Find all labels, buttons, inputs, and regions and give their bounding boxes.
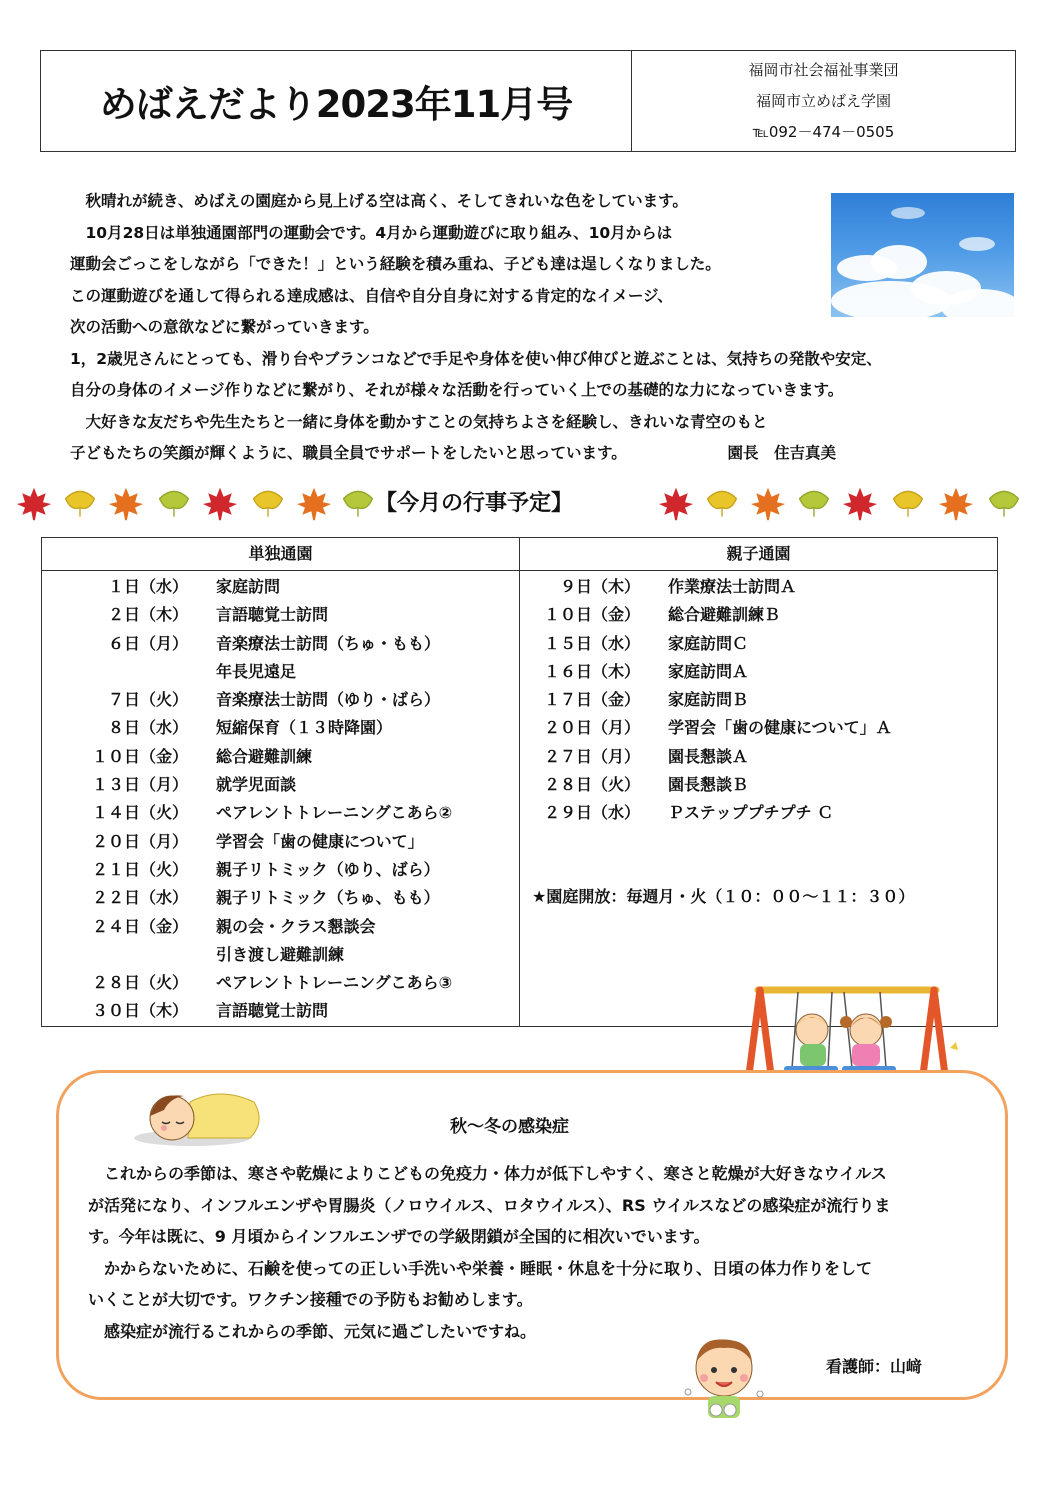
event-row bbox=[42, 884, 519, 912]
blue-sky-photo bbox=[831, 193, 1014, 317]
event-description: 言語聴覚士訪問 bbox=[216, 1001, 329, 1021]
event-description: 年長児遠足 bbox=[216, 661, 297, 681]
event-description: 総合避難訓練 bbox=[216, 746, 313, 766]
event-description: 家庭訪問 bbox=[216, 577, 281, 596]
event-date: ２７日（月） bbox=[543, 746, 640, 766]
event-row bbox=[42, 743, 519, 771]
message-line: 1，2歳児さんにとっても、滑り台やブランコなどで手足や身体を使い伸び伸びと遊ぶことは、気持ちの発散や安定、 bbox=[70, 349, 882, 368]
event-description: 引き渡し避難訓練 bbox=[216, 944, 345, 964]
event-description: ペアレントトレーニングこあら② bbox=[216, 803, 453, 823]
ginkgo-leaf-icon bbox=[986, 486, 1022, 522]
infection-line: が活発になり、インフルエンザや胃腸炎（ノロウイルス、ロタウイルス）、RS ウイルスなどの感染症が流行りま bbox=[88, 1195, 891, 1215]
ginkgo-leaf-icon bbox=[704, 486, 740, 522]
infection-line: これからの季節は、寒さや乾燥によりこどもの免疫力・体力が低下しやすく、寒さと乾燥が大好きなウイルス bbox=[88, 1164, 887, 1183]
event-description: 音楽療法士訪問（ちゅ・もも） bbox=[216, 633, 441, 653]
event-description: 短縮保育（１３時降園） bbox=[216, 718, 393, 738]
event-date: ２０日（月） bbox=[91, 831, 188, 851]
column-header: 親子通園 bbox=[520, 538, 997, 571]
event-description: Ｐステッププチプチ Ｃ bbox=[668, 803, 834, 823]
maple-leaf-icon bbox=[16, 486, 52, 522]
maple-leaf-icon bbox=[296, 486, 332, 522]
event-date: ９日（木） bbox=[559, 577, 640, 596]
event-description: 家庭訪問Ａ bbox=[668, 661, 749, 681]
event-description: 学習会「歯の健康について」Ａ bbox=[668, 718, 892, 738]
ginkgo-leaf-icon bbox=[156, 486, 192, 522]
parent-child-column bbox=[520, 538, 997, 1026]
event-date: １０日（金） bbox=[543, 605, 640, 625]
event-row bbox=[42, 601, 519, 629]
event-row bbox=[520, 799, 997, 827]
events-title: 【今月の行事予定】 bbox=[375, 491, 574, 516]
event-row bbox=[42, 573, 519, 601]
event-date: ２４日（金） bbox=[91, 916, 188, 936]
event-description: 園長懇談Ｂ bbox=[668, 775, 749, 795]
event-row bbox=[42, 941, 519, 969]
event-description: 総合避難訓練Ｂ bbox=[668, 605, 781, 625]
event-date: １４日（火） bbox=[91, 803, 188, 823]
event-date: ２０日（月） bbox=[543, 718, 640, 738]
org-line: 福岡市社会福祉事業団 bbox=[748, 60, 899, 79]
event-date bbox=[42, 658, 188, 686]
event-row bbox=[42, 997, 519, 1025]
event-row bbox=[42, 799, 519, 827]
event-description: 作業療法士訪問Ａ bbox=[668, 577, 797, 596]
event-description: 学習会「歯の健康について」 bbox=[216, 831, 424, 851]
event-row bbox=[520, 658, 997, 686]
message-line: 自分の身体のイメージ作りなどに繋がり、それが様々な活動を行っていく上での基礎的な力になっていきます。 bbox=[70, 381, 844, 399]
event-date: ２８日（火） bbox=[543, 775, 640, 795]
event-row bbox=[42, 856, 519, 884]
message-line: 子どもたちの笑顔が輝くように、職員全員でサポートをしたいと思っています。 園長 住吉真美 bbox=[70, 444, 837, 462]
event-row bbox=[42, 828, 519, 856]
ginkgo-leaf-icon bbox=[62, 486, 98, 522]
event-date: １３日（月） bbox=[91, 775, 188, 795]
event-date: １日（水） bbox=[107, 577, 188, 596]
single-attendance-column bbox=[42, 538, 520, 1026]
event-description: 就学児面談 bbox=[216, 775, 297, 795]
message-line: 10月28日は単独通園部門の運動会です。4月から運動遊びに取り組み、10月からは bbox=[70, 223, 673, 242]
infection-line: かからないために、石鹸を使っての正しい手洗いや栄養・睡眠・休息を十分に取り、日頃の体力作りをして bbox=[88, 1258, 873, 1278]
event-description: 言語聴覚士訪問 bbox=[216, 605, 329, 625]
event-row bbox=[520, 771, 997, 799]
event-date: ７日（火） bbox=[107, 690, 188, 710]
event-date: １０日（金） bbox=[91, 746, 188, 766]
newsletter-header bbox=[40, 50, 1016, 152]
event-date: １６日（木） bbox=[543, 661, 640, 681]
event-date bbox=[42, 941, 188, 969]
washing-hands-child-illustration bbox=[680, 1332, 770, 1424]
event-description: 家庭訪問Ｂ bbox=[668, 690, 749, 710]
sleeping-baby-illustration bbox=[130, 1082, 270, 1148]
event-row bbox=[520, 601, 997, 629]
event-description: 親子リトミック（ゆり、ばら） bbox=[216, 859, 440, 879]
event-date: １７日（金） bbox=[543, 690, 640, 710]
event-description: 音楽療法士訪問（ゆり・ばら） bbox=[216, 690, 441, 710]
infection-line: いくことが大切です。ワクチン接種での予防もお勧めします。 bbox=[88, 1290, 533, 1309]
event-description: ペアレントトレーニングこあら③ bbox=[216, 973, 453, 993]
event-date: ２２日（水） bbox=[91, 888, 188, 908]
event-description: 親子リトミック（ちゅ、もも） bbox=[216, 888, 440, 908]
message-line: 大好きな友だちや先生たちと一緒に身体を動かすことの気持ちよさを経験し、きれいな青空のもと bbox=[70, 412, 768, 431]
garden-open-note: ★園庭開放：毎週月・火（１０：００～１１：３０） bbox=[532, 887, 915, 906]
organization-info bbox=[632, 51, 1015, 151]
message-line: この運動遊びを通して得られる達成感は、自信や自分自身に対する肯定的なイメージ、 bbox=[70, 286, 673, 305]
event-row bbox=[42, 913, 519, 941]
org-phone: ℡092－474－0505 bbox=[752, 122, 895, 141]
ginkgo-leaf-icon bbox=[340, 486, 376, 522]
infection-body bbox=[88, 1158, 890, 1347]
event-schedule-table bbox=[41, 537, 998, 1027]
maple-leaf-icon bbox=[938, 486, 974, 522]
event-description: 家庭訪問Ｃ bbox=[668, 633, 749, 653]
event-date: ２９日（水） bbox=[543, 803, 640, 823]
message-line: 次の活動への意欲などに繋がっていきます。 bbox=[70, 318, 379, 336]
message-line: 運動会ごっこをしながら「できた！」という経験を積み重ね、子ども達は逞しくなりました。 bbox=[70, 255, 721, 273]
principal-message bbox=[70, 186, 882, 470]
event-row bbox=[520, 686, 997, 714]
nurse-signature: 看護師：山﨑 bbox=[826, 1357, 923, 1376]
infection-title: 秋～冬の感染症 bbox=[450, 1117, 569, 1137]
infection-line: 感染症が流行るこれからの季節、元気に過ごしたいですね。 bbox=[88, 1321, 537, 1341]
ginkgo-leaf-icon bbox=[250, 486, 286, 522]
event-date: ６日（月） bbox=[107, 633, 188, 653]
event-row bbox=[42, 714, 519, 742]
ginkgo-leaf-icon bbox=[890, 486, 926, 522]
maple-leaf-icon bbox=[750, 486, 786, 522]
event-date: ８日（水） bbox=[107, 718, 188, 738]
event-row bbox=[520, 743, 997, 771]
org-line: 福岡市立めばえ学園 bbox=[755, 91, 891, 110]
event-row bbox=[42, 969, 519, 997]
maple-leaf-icon bbox=[842, 486, 878, 522]
event-row bbox=[520, 714, 997, 742]
event-date: ２１日（火） bbox=[91, 859, 188, 879]
event-row bbox=[42, 771, 519, 799]
event-description: 親の会・クラス懇談会 bbox=[216, 916, 376, 936]
column-header: 単独通園 bbox=[42, 538, 519, 571]
maple-leaf-icon bbox=[108, 486, 144, 522]
maple-leaf-icon bbox=[658, 486, 694, 522]
events-heading bbox=[0, 480, 1058, 528]
event-date: ２８日（火） bbox=[91, 973, 188, 993]
event-row bbox=[42, 686, 519, 714]
message-line: 秋晴れが続き、めばえの園庭から見上げる空は高く、そしてきれいな色をしています。 bbox=[70, 192, 688, 210]
event-row bbox=[42, 658, 519, 686]
event-row bbox=[520, 630, 997, 658]
ginkgo-leaf-icon bbox=[796, 486, 832, 522]
event-list bbox=[42, 571, 519, 1026]
infection-line: す。今年は既に、9 月頃からインフルエンザでの学級閉鎖が全国的に相次いでいます。 bbox=[88, 1227, 710, 1246]
event-list bbox=[520, 571, 997, 828]
event-row bbox=[520, 573, 997, 601]
event-description: 園長懇談Ａ bbox=[668, 746, 749, 766]
maple-leaf-icon bbox=[202, 486, 238, 522]
newsletter-title: めばえだより2023年11月号 bbox=[41, 51, 632, 151]
event-date: １５日（水） bbox=[543, 633, 640, 653]
event-date: ３０日（木） bbox=[91, 1001, 188, 1021]
event-row bbox=[42, 630, 519, 658]
event-date: ２日（木） bbox=[107, 605, 188, 625]
